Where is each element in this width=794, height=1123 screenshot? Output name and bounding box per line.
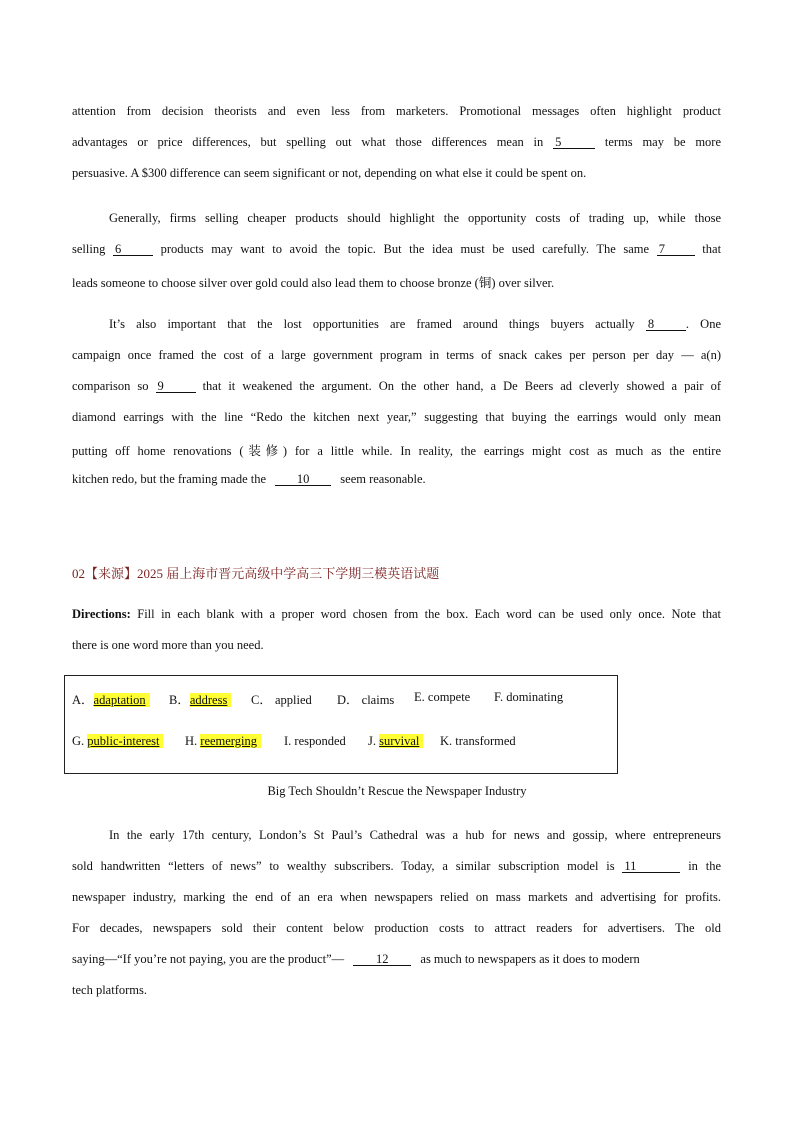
p3-line-1 xyxy=(72,317,721,332)
p3-line-1-text-b: . One xyxy=(685,317,722,331)
blank-9[interactable]: 9 xyxy=(156,380,196,393)
blank-6[interactable]: 6 xyxy=(113,243,153,256)
p2-line-2-text-b: products may want to avoid the topic. But the idea must be used carefully. The same xyxy=(160,242,650,256)
option-b xyxy=(169,690,231,708)
p3-line-2: campaign once framed the cost of a large government program in terms of snack cakes per person per day — a(n) xyxy=(72,348,721,362)
p1-line-2-text-b: terms may be more xyxy=(604,135,722,149)
blank-12[interactable]: 12 xyxy=(353,953,411,966)
word-bank-box xyxy=(64,675,618,774)
option-j xyxy=(368,734,423,749)
option-k-word: transformed xyxy=(455,734,516,748)
option-k-letter: K. xyxy=(440,734,453,748)
directions-line-1 xyxy=(72,607,721,622)
directions-text-1: Fill in each blank with a proper word chosen from the box. Each word can be used only once. Note that xyxy=(137,607,721,621)
option-g-letter: G. xyxy=(72,734,85,748)
blank-10[interactable]: 10 xyxy=(275,473,331,486)
option-k xyxy=(440,734,516,749)
p3-line-5: putting off home renovations (装修) for a little while. In reality, the earrings might cost as much as the entire xyxy=(72,444,721,458)
blank-5[interactable]: 5 xyxy=(553,136,595,149)
option-h xyxy=(185,734,261,749)
p3-line-6-text-a: kitchen redo, but the framing made the xyxy=(72,472,267,486)
source-line: 02【来源】2025 届上海市晋元高级中学高三下学期三模英语试题 xyxy=(72,566,440,581)
option-f-letter: F. xyxy=(494,690,504,704)
p3-line-3-text-a: comparison so xyxy=(72,379,149,393)
p2-line-2-text-c: that xyxy=(702,242,722,256)
p2-line-2 xyxy=(72,242,721,257)
option-a-word: adaptation xyxy=(94,693,150,707)
p3-line-3-text-b: that it weakened the argument. On the other hand, a De Beers ad cleverly showed a pair of xyxy=(202,379,722,393)
p3-line-6-text-b: seem reasonable. xyxy=(340,472,426,486)
directions-label: Directions: xyxy=(72,607,131,621)
option-j-word: survival xyxy=(379,734,423,748)
p1-line-1: attention from decision theorists and even less from marketers. Promotional messages often highlight product xyxy=(72,104,721,118)
p4-line-5-text-a: saying—“If you’re not paying, you are the product”— xyxy=(72,952,345,966)
option-c xyxy=(251,690,312,708)
option-c-word: applied xyxy=(274,693,312,707)
p4-line-4: For decades, newspapers sold their content below production costs to attract readers for advertisers. The old xyxy=(72,921,721,935)
option-h-word: reemerging xyxy=(200,734,261,748)
option-c-letter: C． xyxy=(251,693,272,707)
option-b-word: address xyxy=(190,693,232,707)
option-a-letter: A． xyxy=(72,693,94,707)
option-g-word: public-interest xyxy=(87,734,163,748)
blank-8[interactable]: 8 xyxy=(646,318,686,331)
p4-line-2 xyxy=(72,859,721,874)
blank-11[interactable]: 11 xyxy=(622,860,680,873)
p3-line-3 xyxy=(72,379,721,394)
p2-line-1: Generally, firms selling cheaper products should highlight the opportunity costs of trading up, while those xyxy=(109,211,721,225)
p3-line-6 xyxy=(72,472,721,487)
blank-7[interactable]: 7 xyxy=(657,243,695,256)
p2-line-2-text-a: selling xyxy=(72,242,106,256)
option-g xyxy=(72,734,163,749)
option-f-word: dominating xyxy=(506,690,564,704)
p2-line-3: leads someone to choose silver over gold could also lead them to choose bronze (铜) over silver. xyxy=(72,276,555,290)
option-e xyxy=(414,690,470,705)
p1-line-2 xyxy=(72,135,721,150)
option-i-letter: I. xyxy=(284,734,292,748)
option-a xyxy=(72,690,150,708)
option-h-letter: H. xyxy=(185,734,198,748)
p4-line-1: In the early 17th century, London’s St Paul’s Cathedral was a hub for news and gossip, where entrepreneurs xyxy=(109,828,721,842)
p4-line-5-text-b: as much to newspapers as it does to modern xyxy=(420,952,640,966)
p4-line-6: tech platforms. xyxy=(72,983,147,997)
p1-line-2-text-a: advantages or price differences, but spelling out what those differences mean in xyxy=(72,135,544,149)
p3-line-4: diamond earrings with the line “Redo the kitchen next year,” suggesting that buying the earrings would only mean xyxy=(72,410,721,424)
option-d-word: claims xyxy=(361,693,395,707)
p4-line-2-text-b: in the xyxy=(688,859,722,873)
option-i-word: responded xyxy=(294,734,346,748)
p4-line-5 xyxy=(72,952,721,967)
option-i xyxy=(284,734,346,749)
option-d-letter: D． xyxy=(337,693,359,707)
p1-line-3: persuasive. A $300 difference can seem significant or not, depending on what else it could be spent on. xyxy=(72,166,587,180)
option-d xyxy=(337,690,394,708)
option-b-letter: B． xyxy=(169,693,190,707)
p3-line-1-text-a: It’s also important that the lost opportunities are framed around things buyers actually xyxy=(109,317,635,331)
p4-line-3: newspaper industry, marking the end of an era when newspapers relied on mass markets and advertising for profits. xyxy=(72,890,721,904)
option-j-letter: J. xyxy=(368,734,376,748)
option-f xyxy=(494,690,563,705)
directions-line-2: there is one word more than you need. xyxy=(72,638,264,652)
option-e-word: compete xyxy=(427,690,471,704)
p4-line-2-text-a: sold handwritten “letters of news” to wealthy subscribers. Today, a similar subscription model is xyxy=(72,859,615,873)
article-title: Big Tech Shouldn’t Rescue the Newspaper Industry xyxy=(267,784,527,798)
option-e-letter: E. xyxy=(414,690,425,704)
